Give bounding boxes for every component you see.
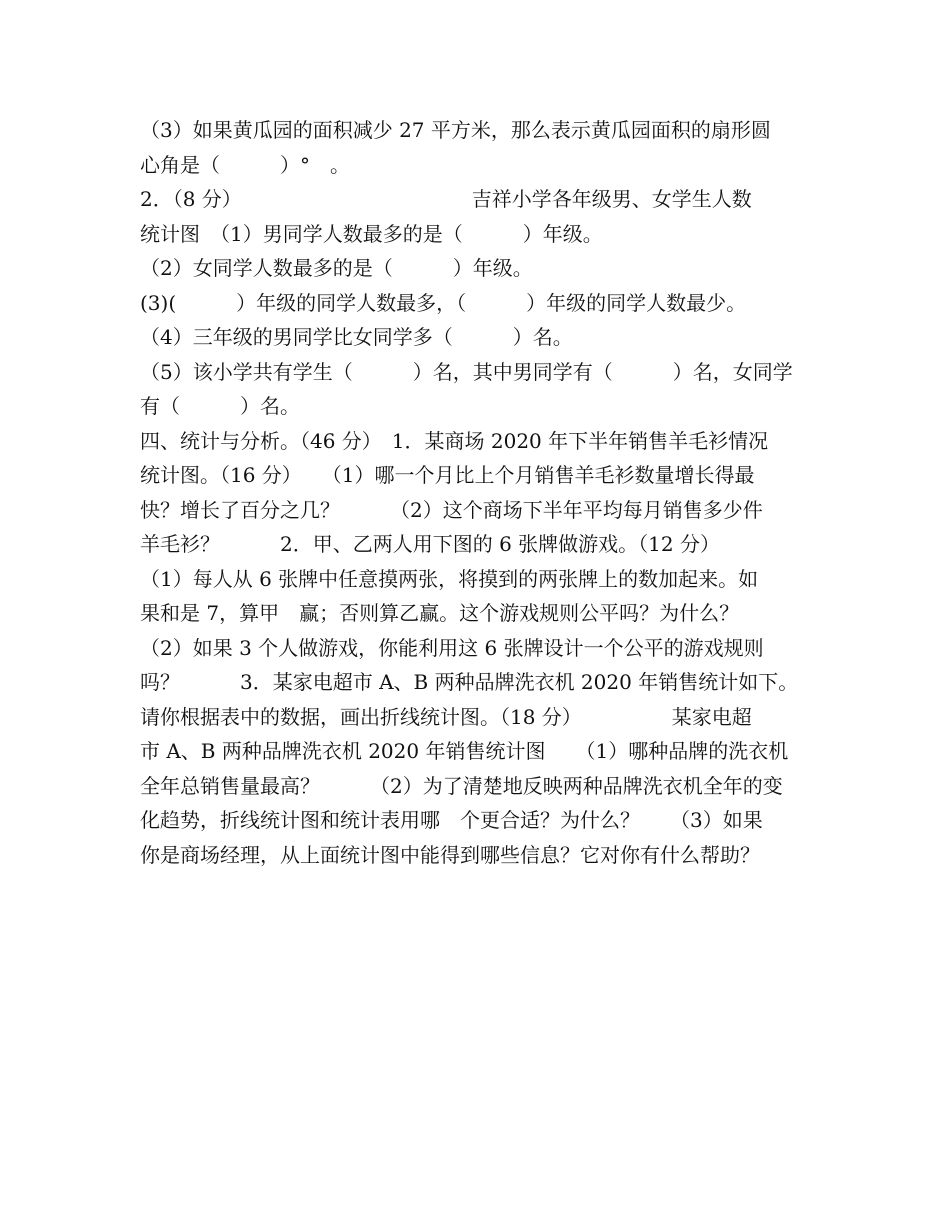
text-line-20: 全年总销售量最高？ （2）为了清楚地反映两种品牌洗衣机全年的变: [140, 773, 783, 798]
text-line-21: 化趋势，折线统计图和统计表用哪 个更合适？为什么？ （3）如果: [140, 808, 763, 832]
text-line-10: 四、统计与分析。（46 分） 1．某商场 2020 年下半年销售羊毛衫情况: [140, 428, 769, 453]
text-line-4: 统计图 （1）男同学人数最多的是（ ）年级。: [140, 221, 603, 246]
text-line-1: （3）如果黄瓜园的面积减少 27 平方米，那么表示黄瓜园面积的扇形圆: [140, 118, 771, 142]
text-line-22: 你是商场经理，从上面统计图中能得到哪些信息？它对你有什么帮助？: [140, 842, 760, 867]
text-line-19: 市 A、B 两种品牌洗衣机 2020 年销售统计图 （1）哪种品牌的洗衣机: [140, 739, 789, 763]
text-line-2: 心角是（ ）° 。: [140, 152, 350, 177]
text-line-5: （2）女同学人数最多的是（ ）年级。: [140, 256, 533, 280]
text-line-3: 2．（8 分） 吉祥小学各年级男、女学生人数: [140, 187, 752, 211]
text-line-16: （2）如果 3 个人做游戏，你能利用这 6 张牌设计一个公平的游戏规则: [140, 635, 764, 660]
text-line-11: 统计图。（16 分） （1）哪一个月比上个月销售羊毛衫数量增长得最: [140, 463, 755, 487]
text-line-8: （5）该小学共有学生（ ）名，其中男同学有（ ）名，女同学: [140, 359, 793, 384]
text-line-12: 快？增长了百分之几？ （2）这个商场下半年平均每月销售多少件: [140, 497, 763, 522]
text-line-17: 吗？ 3．某家电超市 A、B 两种品牌洗衣机 2020 年销售统计如下。: [140, 670, 799, 694]
text-line-6: (3)( ）年级的同学人数最多，（ ）年级的同学人数最少。: [140, 290, 747, 315]
text-line-7: （4）三年级的男同学比女同学多（ ）名。: [140, 325, 573, 349]
text-line-18: 请你根据表中的数据，画出折线统计图。（18 分） 某家电超: [140, 704, 752, 729]
text-line-15: 果和是 7，算甲 赢；否则算乙赢。这个游戏规则公平吗？为什么？: [140, 601, 740, 625]
text-line-9: 有（ ）名。: [140, 394, 300, 418]
text-line-13: 羊毛衫？ 2．甲、乙两人用下图的 6 张牌做游戏。（12 分）: [140, 532, 720, 556]
document-page: [140, 113, 812, 872]
text-line-14: （1）每人从 6 张牌中任意摸两张，将摸到的两张牌上的数加起来。如: [140, 566, 759, 591]
